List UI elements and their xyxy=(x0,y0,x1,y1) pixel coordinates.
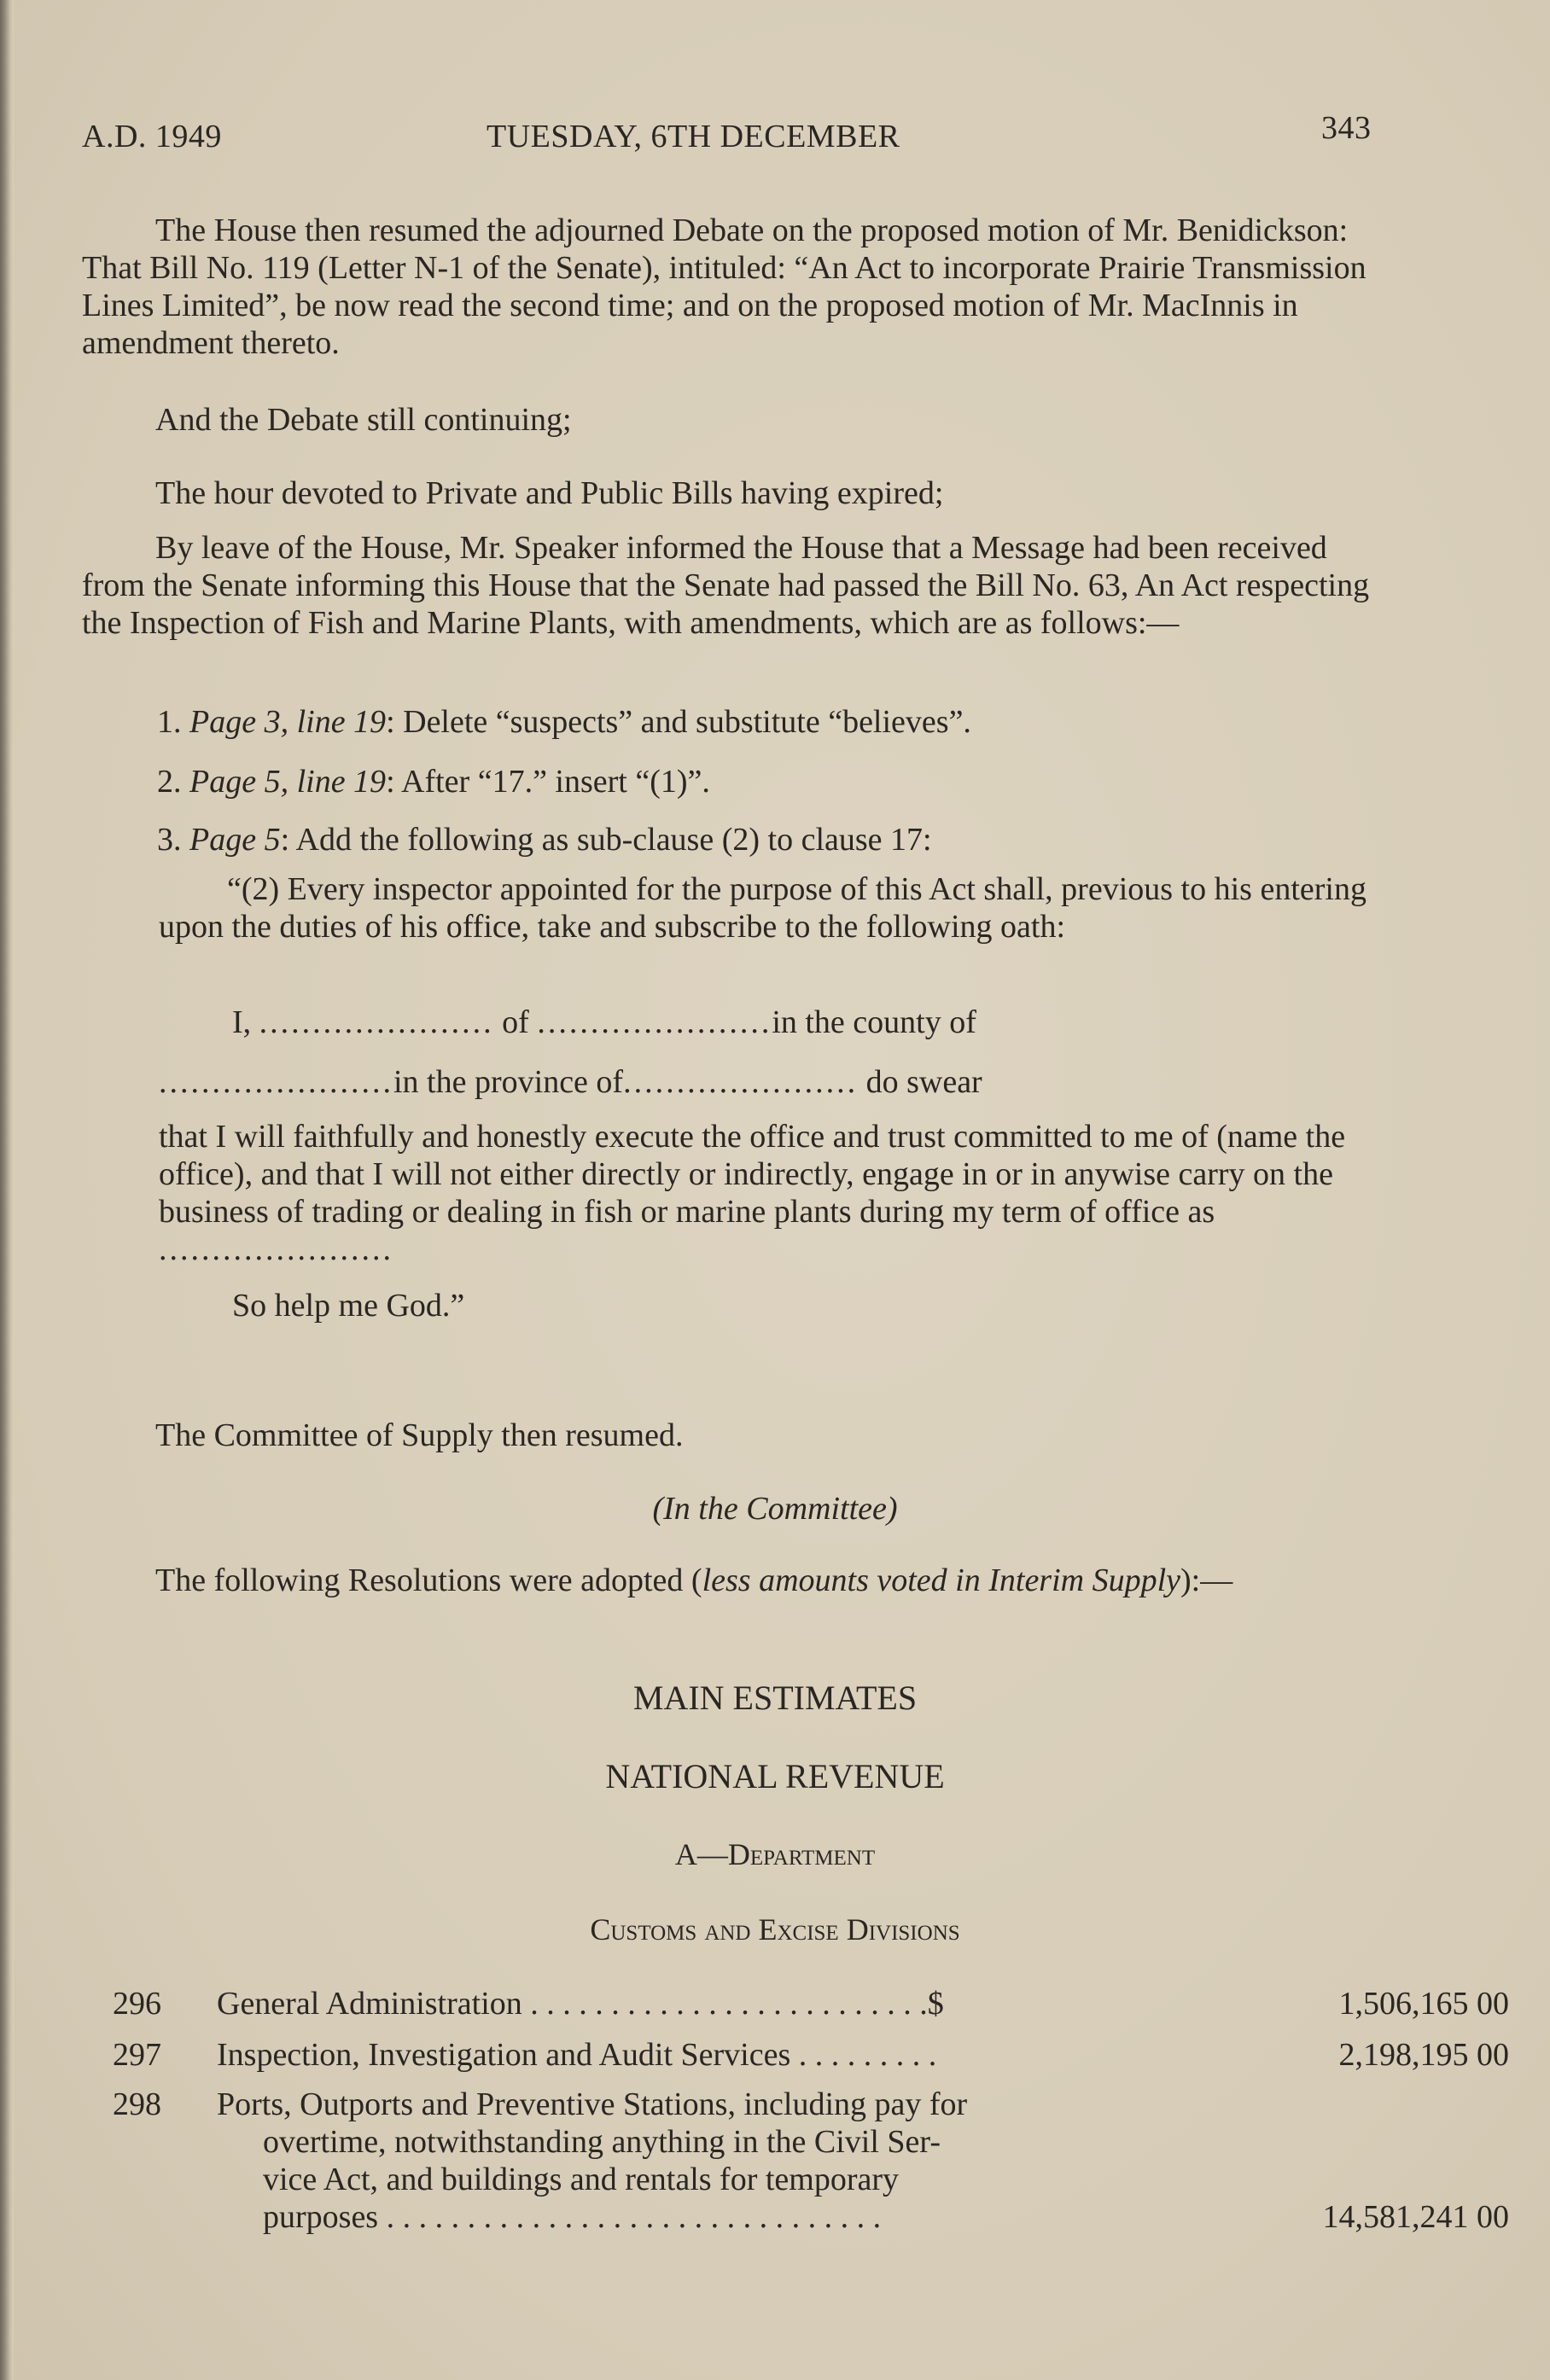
amendment-number: 2. xyxy=(157,764,182,800)
amendment-2 xyxy=(157,763,1386,800)
debate-continuing: And the Debate still continuing; xyxy=(155,402,572,438)
debate-paragraph: The House then resumed the adjourned Debate on the proposed motion of Mr. Benidickson: That Bill No. 119 (Letter N-1 of the Senate), intituled: “An Act to incorporate Prairie Transmission Lines Limited”, be now read the second time; and on the proposed motion of Mr. MacInnis in amendment thereto. xyxy=(82,212,1366,361)
oath-line-1: I, ...................... of ......................in the county of xyxy=(232,1004,976,1040)
blank-dots: ...................... xyxy=(259,1004,494,1040)
amendment-ref: Page 5 xyxy=(189,822,281,858)
blank-dots: ...................... xyxy=(537,1004,772,1040)
page-binding-edge xyxy=(0,0,14,2380)
oath-line-2: ......................in the province of...................... do swear xyxy=(159,1064,982,1100)
vote-description: Inspection, Investigation and Audit Services . . . . . . . . . xyxy=(217,2037,937,2073)
estimate-row xyxy=(113,2036,1509,2074)
blank-dots: ...................... xyxy=(159,1064,393,1100)
amendment-1 xyxy=(157,703,1386,741)
vote-description-line: Ports, Outports and Preventive Stations, including pay for xyxy=(217,2086,968,2122)
vote-amount: 2,198,195 00 xyxy=(1338,2037,1509,2073)
vote-number: 296 xyxy=(113,1986,161,2022)
vote-number: 298 xyxy=(113,2086,161,2122)
vote-description-line: purposes . . . . . . . . . . . . . . . . . . . . . . . . . . . . . . . xyxy=(263,2199,882,2235)
oath-intro: “(2) Every inspector appointed for the purpose of this Act shall, previous to his entering upon the duties of his office, take and subscribe to the following oath: xyxy=(159,871,1366,945)
hour-expired: The hour devoted to Private and Public Bills having expired; xyxy=(155,475,944,511)
blank-dots: ...................... xyxy=(159,1231,393,1267)
page-number: 343 xyxy=(1321,110,1372,146)
vote-number: 297 xyxy=(113,2037,161,2073)
oath-closing: So help me God.” xyxy=(232,1288,465,1324)
amendment-ref: Page 5, line 19 xyxy=(189,764,387,800)
heading-department: NATIONAL REVENUE xyxy=(605,1757,945,1795)
resolutions-intro: The following Resolutions were adopted (less amounts voted in Interim Supply):— xyxy=(155,1562,1233,1598)
in-committee: (In the Committee) xyxy=(652,1491,898,1527)
committee-resumed: The Committee of Supply then resumed. xyxy=(155,1417,684,1453)
amendment-text: : Delete “suspects” and substitute “believes”. xyxy=(386,704,971,740)
heading-main-estimates: MAIN ESTIMATES xyxy=(632,1679,918,1717)
senate-message: By leave of the House, Mr. Speaker informed the House that a Message had been received from the Senate informing this House that the Senate had passed the Bill No. 63, An Act respecting the Inspection of Fish and Marine Plants, with amendments, which are as follows:— xyxy=(82,530,1370,641)
oath-body: that I will faithfully and honestly execute the office and trust committed to me of (name the office), and that I will not either directly or indirectly, engage in or in anywise carry on the business of trading or dealing in fish or marine plants during my term of office as ...................... xyxy=(159,1119,1346,1267)
amendment-text: : After “17.” insert “(1)”. xyxy=(386,764,710,800)
vote-description-line: vice Act, and buildings and rentals for temporary xyxy=(263,2162,900,2197)
vote-description-line: overtime, notwithstanding anything in the Civil Ser- xyxy=(263,2124,941,2160)
amendment-text: : Add the following as sub-clause (2) to clause 17: xyxy=(280,822,932,858)
vote-amount: 1,506,165 00 xyxy=(1338,1986,1509,2022)
vote-amount: 14,581,241 00 xyxy=(1322,2199,1509,2235)
blank-dots: ...................... xyxy=(623,1064,859,1100)
header-date: TUESDAY, 6TH DECEMBER xyxy=(487,119,900,154)
amendment-number: 1. xyxy=(157,704,182,740)
header-year: A.D. 1949 xyxy=(82,119,222,154)
estimate-row xyxy=(113,1985,1509,2022)
amendment-ref: Page 3, line 19 xyxy=(189,704,387,740)
heading-division: Customs and Excise Divisions xyxy=(590,1912,960,1946)
amendment-3 xyxy=(157,821,1386,858)
estimate-row xyxy=(113,2086,1509,2256)
vote-description: General Administration . . . . . . . . . . . . . . . . . . . . . . . . .$ xyxy=(217,1986,944,2022)
amendment-number: 3. xyxy=(157,822,182,858)
heading-section: A—Department xyxy=(674,1837,876,1871)
